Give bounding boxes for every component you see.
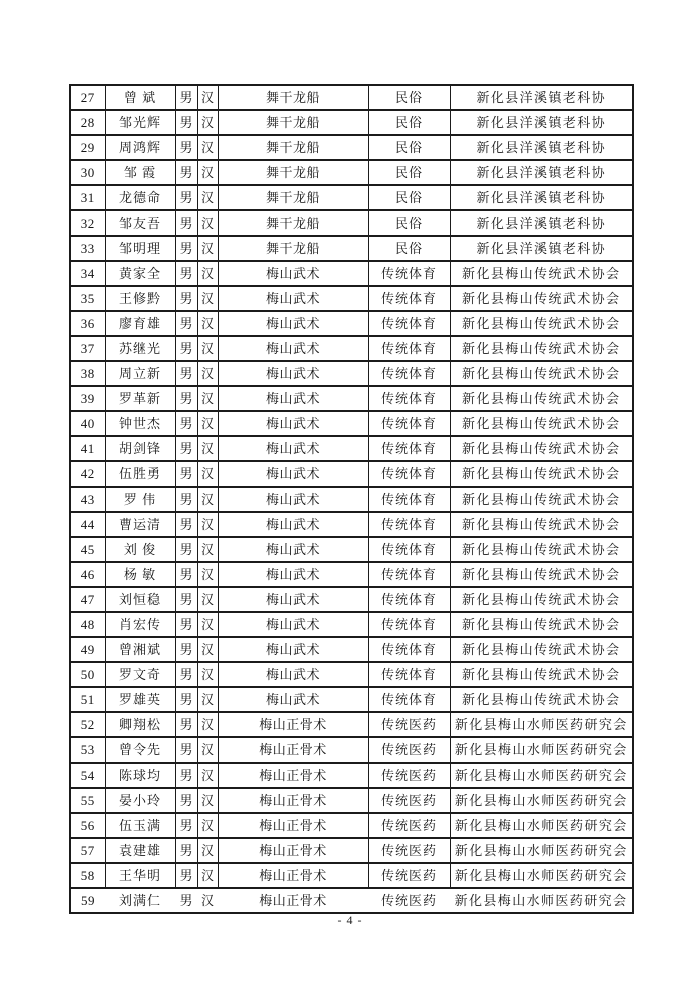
cell-name: 曾 斌	[105, 85, 175, 110]
cell-category: 传统医药	[368, 712, 450, 737]
cell-name: 邹明理	[105, 236, 175, 261]
cell-project: 梅山武术	[218, 537, 368, 562]
table-row	[70, 562, 633, 587]
cell-name: 曹运清	[105, 512, 175, 537]
cell-number: 56	[70, 813, 105, 838]
cell-project: 梅山武术	[218, 411, 368, 436]
table-row	[70, 813, 633, 838]
table-row	[70, 110, 633, 135]
cell-ethnicity: 汉	[197, 737, 218, 762]
cell-project: 梅山正骨术	[218, 863, 368, 888]
cell-name: 杨 敏	[105, 562, 175, 587]
cell-name: 伍胜勇	[105, 461, 175, 486]
cell-organization: 新化县梅山传统武术协会	[450, 361, 633, 386]
cell-organization: 新化县梅山传统武术协会	[450, 512, 633, 537]
cell-number: 38	[70, 361, 105, 386]
cell-category: 传统医药	[368, 763, 450, 788]
cell-organization: 新化县梅山水师医药研究会	[450, 863, 633, 888]
cell-project: 舞干龙船	[218, 85, 368, 110]
cell-organization: 新化县梅山传统武术协会	[450, 261, 633, 286]
table-row	[70, 712, 633, 737]
cell-ethnicity: 汉	[197, 185, 218, 210]
cell-category: 传统体育	[368, 612, 450, 637]
cell-project: 舞干龙船	[218, 210, 368, 235]
cell-project: 梅山正骨术	[218, 712, 368, 737]
cell-ethnicity: 汉	[197, 436, 218, 461]
cell-number: 58	[70, 863, 105, 888]
cell-organization: 新化县梅山水师医药研究会	[450, 788, 633, 813]
cell-name: 刘恒稳	[105, 587, 175, 612]
cell-name: 周鸿辉	[105, 135, 175, 160]
cell-name: 苏继光	[105, 336, 175, 361]
cell-project: 梅山武术	[218, 612, 368, 637]
cell-organization: 新化县洋溪镇老科协	[450, 210, 633, 235]
cell-organization: 新化县洋溪镇老科协	[450, 185, 633, 210]
cell-category: 传统体育	[368, 461, 450, 486]
cell-ethnicity: 汉	[197, 85, 218, 110]
cell-name: 钟世杰	[105, 411, 175, 436]
cell-organization: 新化县洋溪镇老科协	[450, 236, 633, 261]
cell-name: 邹友吾	[105, 210, 175, 235]
cell-ethnicity: 汉	[197, 712, 218, 737]
table-row	[70, 135, 633, 160]
cell-number: 54	[70, 763, 105, 788]
cell-project: 舞干龙船	[218, 185, 368, 210]
table-row	[70, 386, 633, 411]
cell-name: 刘满仁	[105, 888, 175, 913]
cell-project: 梅山武术	[218, 386, 368, 411]
cell-project: 舞干龙船	[218, 135, 368, 160]
cell-organization: 新化县梅山水师医药研究会	[450, 763, 633, 788]
cell-category: 传统体育	[368, 336, 450, 361]
cell-category: 民俗	[368, 185, 450, 210]
cell-name: 黄家全	[105, 261, 175, 286]
cell-gender: 男	[175, 236, 197, 261]
cell-gender: 男	[175, 185, 197, 210]
cell-ethnicity: 汉	[197, 562, 218, 587]
cell-name: 陈球均	[105, 763, 175, 788]
cell-ethnicity: 汉	[197, 838, 218, 863]
cell-gender: 男	[175, 712, 197, 737]
cell-number: 37	[70, 336, 105, 361]
cell-project: 梅山正骨术	[218, 838, 368, 863]
cell-number: 49	[70, 637, 105, 662]
cell-category: 传统体育	[368, 487, 450, 512]
cell-number: 46	[70, 562, 105, 587]
cell-category: 传统体育	[368, 361, 450, 386]
cell-category: 传统体育	[368, 537, 450, 562]
table-row	[70, 737, 633, 762]
cell-project: 梅山武术	[218, 687, 368, 712]
cell-category: 传统体育	[368, 411, 450, 436]
cell-ethnicity: 汉	[197, 587, 218, 612]
table-row	[70, 85, 633, 110]
cell-gender: 男	[175, 110, 197, 135]
table-row	[70, 361, 633, 386]
table-row	[70, 261, 633, 286]
cell-organization: 新化县梅山传统武术协会	[450, 411, 633, 436]
cell-gender: 男	[175, 210, 197, 235]
cell-gender: 男	[175, 135, 197, 160]
cell-organization: 新化县洋溪镇老科协	[450, 85, 633, 110]
cell-organization: 新化县梅山传统武术协会	[450, 662, 633, 687]
cell-project: 梅山武术	[218, 461, 368, 486]
cell-number: 41	[70, 436, 105, 461]
cell-project: 梅山武术	[218, 361, 368, 386]
cell-ethnicity: 汉	[197, 763, 218, 788]
cell-organization: 新化县梅山传统武术协会	[450, 311, 633, 336]
cell-number: 40	[70, 411, 105, 436]
cell-gender: 男	[175, 512, 197, 537]
cell-name: 邹光辉	[105, 110, 175, 135]
cell-ethnicity: 汉	[197, 110, 218, 135]
cell-project: 梅山武术	[218, 336, 368, 361]
cell-gender: 男	[175, 336, 197, 361]
table-row	[70, 286, 633, 311]
cell-number: 32	[70, 210, 105, 235]
cell-project: 梅山武术	[218, 286, 368, 311]
table-row	[70, 788, 633, 813]
table-row	[70, 888, 633, 913]
cell-organization: 新化县梅山传统武术协会	[450, 537, 633, 562]
cell-name: 胡剑锋	[105, 436, 175, 461]
cell-gender: 男	[175, 537, 197, 562]
records-table	[69, 84, 634, 914]
cell-category: 传统体育	[368, 562, 450, 587]
cell-gender: 男	[175, 888, 197, 913]
cell-gender: 男	[175, 411, 197, 436]
cell-gender: 男	[175, 838, 197, 863]
cell-name: 曾湘斌	[105, 637, 175, 662]
cell-project: 梅山武术	[218, 637, 368, 662]
cell-category: 传统体育	[368, 261, 450, 286]
cell-category: 传统体育	[368, 386, 450, 411]
table-body	[70, 85, 633, 913]
table-row	[70, 637, 633, 662]
cell-category: 民俗	[368, 135, 450, 160]
cell-organization: 新化县梅山传统武术协会	[450, 687, 633, 712]
cell-ethnicity: 汉	[197, 160, 218, 185]
cell-category: 传统体育	[368, 587, 450, 612]
table-row	[70, 436, 633, 461]
table-row	[70, 411, 633, 436]
cell-organization: 新化县梅山水师医药研究会	[450, 737, 633, 762]
table-row	[70, 537, 633, 562]
cell-organization: 新化县洋溪镇老科协	[450, 160, 633, 185]
cell-number: 34	[70, 261, 105, 286]
cell-category: 传统体育	[368, 687, 450, 712]
cell-gender: 男	[175, 160, 197, 185]
cell-gender: 男	[175, 687, 197, 712]
cell-ethnicity: 汉	[197, 813, 218, 838]
cell-category: 民俗	[368, 160, 450, 185]
cell-gender: 男	[175, 487, 197, 512]
cell-name: 周立新	[105, 361, 175, 386]
cell-number: 29	[70, 135, 105, 160]
cell-category: 传统体育	[368, 311, 450, 336]
cell-organization: 新化县梅山传统武术协会	[450, 612, 633, 637]
cell-ethnicity: 汉	[197, 637, 218, 662]
cell-number: 50	[70, 662, 105, 687]
cell-ethnicity: 汉	[197, 386, 218, 411]
cell-project: 梅山武术	[218, 311, 368, 336]
cell-project: 梅山武术	[218, 587, 368, 612]
table-row	[70, 461, 633, 486]
cell-number: 44	[70, 512, 105, 537]
cell-ethnicity: 汉	[197, 612, 218, 637]
cell-ethnicity: 汉	[197, 461, 218, 486]
cell-organization: 新化县梅山传统武术协会	[450, 587, 633, 612]
table-row	[70, 487, 633, 512]
cell-name: 袁建雄	[105, 838, 175, 863]
cell-organization: 新化县梅山传统武术协会	[450, 436, 633, 461]
cell-number: 36	[70, 311, 105, 336]
table-row	[70, 863, 633, 888]
cell-ethnicity: 汉	[197, 537, 218, 562]
cell-name: 王修黔	[105, 286, 175, 311]
cell-organization: 新化县梅山水师医药研究会	[450, 813, 633, 838]
cell-name: 罗革新	[105, 386, 175, 411]
cell-name: 晏小玲	[105, 788, 175, 813]
cell-project: 梅山武术	[218, 512, 368, 537]
cell-ethnicity: 汉	[197, 687, 218, 712]
cell-number: 31	[70, 185, 105, 210]
cell-name: 罗文奇	[105, 662, 175, 687]
cell-gender: 男	[175, 361, 197, 386]
cell-project: 梅山武术	[218, 436, 368, 461]
table-row	[70, 185, 633, 210]
table-row	[70, 311, 633, 336]
cell-organization: 新化县梅山水师医药研究会	[450, 838, 633, 863]
cell-name: 龙德命	[105, 185, 175, 210]
cell-gender: 男	[175, 612, 197, 637]
cell-gender: 男	[175, 436, 197, 461]
cell-gender: 男	[175, 788, 197, 813]
cell-ethnicity: 汉	[197, 336, 218, 361]
cell-project: 舞干龙船	[218, 110, 368, 135]
cell-category: 传统医药	[368, 813, 450, 838]
cell-project: 梅山正骨术	[218, 737, 368, 762]
cell-ethnicity: 汉	[197, 512, 218, 537]
cell-project: 梅山武术	[218, 562, 368, 587]
table-row	[70, 687, 633, 712]
cell-ethnicity: 汉	[197, 286, 218, 311]
cell-organization: 新化县梅山传统武术协会	[450, 461, 633, 486]
cell-project: 梅山正骨术	[218, 763, 368, 788]
cell-category: 传统体育	[368, 436, 450, 461]
table-row	[70, 512, 633, 537]
cell-category: 民俗	[368, 85, 450, 110]
cell-organization: 新化县梅山传统武术协会	[450, 386, 633, 411]
cell-ethnicity: 汉	[197, 662, 218, 687]
cell-organization: 新化县洋溪镇老科协	[450, 110, 633, 135]
cell-number: 30	[70, 160, 105, 185]
cell-category: 民俗	[368, 236, 450, 261]
cell-organization: 新化县洋溪镇老科协	[450, 135, 633, 160]
cell-number: 47	[70, 587, 105, 612]
table-row	[70, 662, 633, 687]
cell-organization: 新化县梅山传统武术协会	[450, 487, 633, 512]
cell-gender: 男	[175, 261, 197, 286]
cell-gender: 男	[175, 286, 197, 311]
cell-gender: 男	[175, 562, 197, 587]
cell-ethnicity: 汉	[197, 487, 218, 512]
cell-number: 27	[70, 85, 105, 110]
cell-name: 廖育雄	[105, 311, 175, 336]
cell-number: 52	[70, 712, 105, 737]
cell-project: 梅山正骨术	[218, 888, 368, 913]
table-row	[70, 210, 633, 235]
records-table-container	[69, 84, 634, 914]
cell-project: 梅山正骨术	[218, 788, 368, 813]
cell-gender: 男	[175, 637, 197, 662]
table-row	[70, 763, 633, 788]
cell-ethnicity: 汉	[197, 135, 218, 160]
cell-gender: 男	[175, 863, 197, 888]
cell-number: 43	[70, 487, 105, 512]
cell-organization: 新化县梅山传统武术协会	[450, 286, 633, 311]
cell-name: 邹 霞	[105, 160, 175, 185]
cell-number: 35	[70, 286, 105, 311]
cell-category: 传统医药	[368, 838, 450, 863]
cell-ethnicity: 汉	[197, 788, 218, 813]
cell-gender: 男	[175, 763, 197, 788]
cell-ethnicity: 汉	[197, 210, 218, 235]
cell-number: 48	[70, 612, 105, 637]
cell-category: 传统体育	[368, 286, 450, 311]
cell-name: 罗 伟	[105, 487, 175, 512]
table-row	[70, 587, 633, 612]
cell-gender: 男	[175, 737, 197, 762]
cell-name: 肖宏传	[105, 612, 175, 637]
cell-project: 舞干龙船	[218, 236, 368, 261]
cell-gender: 男	[175, 813, 197, 838]
cell-project: 舞干龙船	[218, 160, 368, 185]
cell-number: 55	[70, 788, 105, 813]
table-row	[70, 838, 633, 863]
cell-ethnicity: 汉	[197, 863, 218, 888]
cell-gender: 男	[175, 662, 197, 687]
cell-number: 33	[70, 236, 105, 261]
cell-category: 传统医药	[368, 788, 450, 813]
cell-ethnicity: 汉	[197, 888, 218, 913]
cell-ethnicity: 汉	[197, 411, 218, 436]
page-number: - 4 -	[337, 913, 363, 927]
cell-number: 57	[70, 838, 105, 863]
cell-number: 39	[70, 386, 105, 411]
cell-project: 梅山正骨术	[218, 813, 368, 838]
cell-number: 42	[70, 461, 105, 486]
cell-category: 传统体育	[368, 637, 450, 662]
cell-ethnicity: 汉	[197, 261, 218, 286]
cell-ethnicity: 汉	[197, 311, 218, 336]
table-row	[70, 612, 633, 637]
cell-name: 卿翔松	[105, 712, 175, 737]
cell-ethnicity: 汉	[197, 361, 218, 386]
cell-gender: 男	[175, 311, 197, 336]
cell-category: 民俗	[368, 210, 450, 235]
cell-category: 民俗	[368, 110, 450, 135]
cell-category: 传统体育	[368, 662, 450, 687]
cell-name: 罗雄英	[105, 687, 175, 712]
cell-gender: 男	[175, 85, 197, 110]
cell-organization: 新化县梅山传统武术协会	[450, 637, 633, 662]
cell-number: 51	[70, 687, 105, 712]
cell-number: 28	[70, 110, 105, 135]
cell-organization: 新化县梅山水师医药研究会	[450, 888, 633, 913]
cell-gender: 男	[175, 587, 197, 612]
table-row	[70, 160, 633, 185]
cell-number: 59	[70, 888, 105, 913]
cell-name: 伍玉满	[105, 813, 175, 838]
cell-gender: 男	[175, 461, 197, 486]
cell-category: 传统体育	[368, 512, 450, 537]
cell-category: 传统医药	[368, 737, 450, 762]
cell-number: 53	[70, 737, 105, 762]
cell-ethnicity: 汉	[197, 236, 218, 261]
cell-organization: 新化县梅山水师医药研究会	[450, 712, 633, 737]
cell-gender: 男	[175, 386, 197, 411]
cell-project: 梅山武术	[218, 487, 368, 512]
cell-number: 45	[70, 537, 105, 562]
cell-organization: 新化县梅山传统武术协会	[450, 562, 633, 587]
cell-name: 刘 俊	[105, 537, 175, 562]
cell-name: 王华明	[105, 863, 175, 888]
cell-organization: 新化县梅山传统武术协会	[450, 336, 633, 361]
table-row	[70, 236, 633, 261]
cell-name: 曾令先	[105, 737, 175, 762]
cell-project: 梅山武术	[218, 662, 368, 687]
cell-project: 梅山武术	[218, 261, 368, 286]
cell-category: 传统医药	[368, 888, 450, 913]
table-row	[70, 336, 633, 361]
cell-category: 传统医药	[368, 863, 450, 888]
